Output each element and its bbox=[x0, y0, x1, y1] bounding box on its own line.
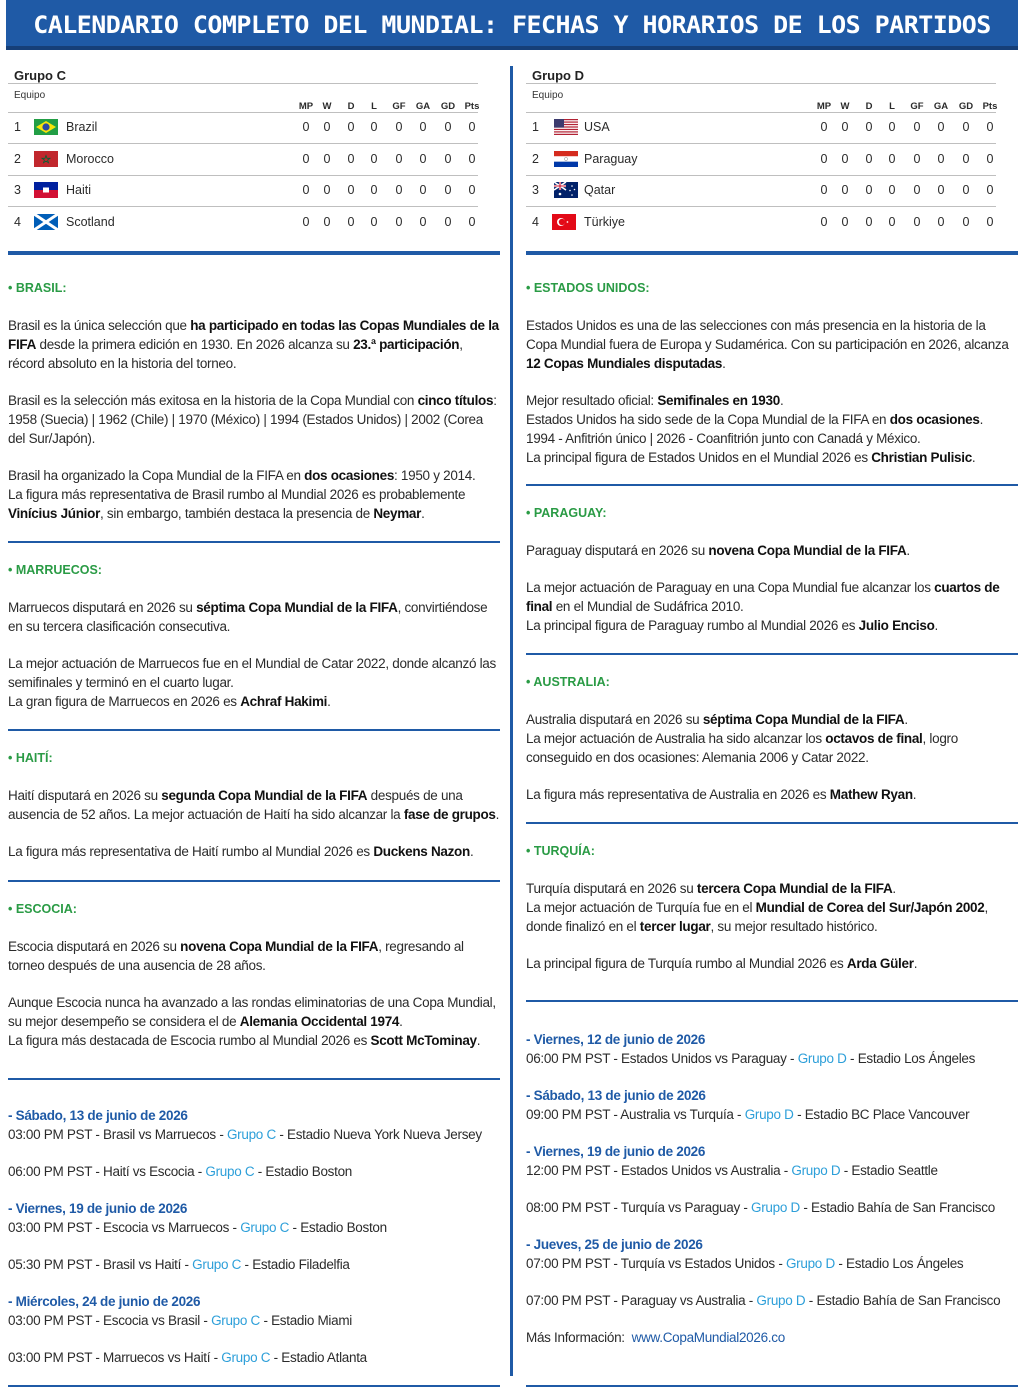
paragraph: La mejor actuación de Marruecos fue en el Mundial de Catar 2022, donde alcanzó las semifinales y terminó en el cuarto lugar. La gran figura de Marruecos en 2026 es Achraf Hakimi. bbox=[8, 656, 496, 709]
stat: 0 bbox=[962, 215, 970, 229]
scotland-flag-icon bbox=[34, 214, 58, 230]
section-divider bbox=[8, 1078, 500, 1080]
team-name: Haiti bbox=[66, 183, 92, 197]
col-header: MP bbox=[816, 101, 832, 112]
group-link[interactable]: Grupo D bbox=[744, 1107, 794, 1122]
stat: 0 bbox=[820, 120, 828, 134]
stat: 0 bbox=[962, 183, 970, 197]
col-header: W bbox=[322, 101, 332, 112]
section-divider bbox=[526, 822, 1018, 824]
group-link[interactable]: Grupo D bbox=[785, 1256, 835, 1271]
stat: 0 bbox=[370, 120, 378, 134]
col-header-equipo: Equipo bbox=[532, 90, 564, 101]
section-paraguay bbox=[526, 504, 1018, 653]
stat: 0 bbox=[986, 152, 994, 166]
section-heading: • HAITÍ: bbox=[8, 751, 53, 765]
stat: 0 bbox=[323, 120, 331, 134]
row-position: 3 bbox=[14, 183, 21, 197]
stat: 0 bbox=[395, 152, 403, 166]
stat: 0 bbox=[937, 152, 945, 166]
paragraph: Estados Unidos es una de las selecciones con más presencia en la historia de la Copa Mundial fuera de Europa y Sudamérica. Con su participación en 2026, alcanza 12 Copas Mundiales disputadas. bbox=[526, 318, 1009, 371]
bottom-rule bbox=[8, 1385, 500, 1387]
table-row[interactable] bbox=[526, 175, 996, 205]
col-header: Pts bbox=[464, 101, 480, 112]
section-divider bbox=[8, 541, 500, 543]
group-d-table bbox=[526, 60, 1018, 260]
stat: 0 bbox=[370, 215, 378, 229]
match-date: - Viernes, 19 de junio de 2026 bbox=[8, 1201, 188, 1216]
title-banner bbox=[6, 0, 1018, 50]
stat: 0 bbox=[370, 152, 378, 166]
match-line: 03:00 PM PST - Marruecos vs Haití - Grupo C - Estadio Atlanta bbox=[8, 1350, 367, 1365]
stat: 0 bbox=[347, 152, 355, 166]
stat: 0 bbox=[302, 215, 310, 229]
match-line: 12:00 PM PST - Estados Unidos vs Australia - Grupo D - Estadio Seattle bbox=[526, 1163, 938, 1178]
match-line: 06:00 PM PST - Estados Unidos vs Paraguay - Grupo D - Estadio Los Ángeles bbox=[526, 1051, 976, 1066]
col-header-equipo: Equipo bbox=[14, 90, 46, 101]
group-link[interactable]: Grupo C bbox=[240, 1220, 290, 1235]
stat: 0 bbox=[419, 152, 427, 166]
stat: 0 bbox=[468, 215, 476, 229]
paragraph: Marruecos disputará en 2026 su séptima Copa Mundial de la FIFA, convirtiéndose en su tercera clasificación consecutiva. bbox=[8, 600, 488, 634]
match-line: 07:00 PM PST - Paraguay vs Australia - Grupo D - Estadio Bahía de San Francisco bbox=[526, 1293, 1001, 1308]
table-row[interactable] bbox=[526, 207, 996, 237]
paragraph: La mejor actuación de Paraguay en una Copa Mundial fue alcanzar los cuartos de final en el Mundial de Sudáfrica 2010. La principal figura de Paraguay rumbo al Mundial 2026 es Julio Enciso. bbox=[526, 580, 1000, 633]
stat: 0 bbox=[395, 215, 403, 229]
stat: 0 bbox=[468, 152, 476, 166]
table-row[interactable] bbox=[526, 144, 996, 174]
stat: 0 bbox=[444, 183, 452, 197]
match-line: 03:00 PM PST - Brasil vs Marruecos - Grupo C - Estadio Nueva York Nueva Jersey bbox=[8, 1127, 482, 1142]
group-title: Grupo D bbox=[532, 68, 584, 83]
stat: 0 bbox=[986, 215, 994, 229]
stat: 0 bbox=[444, 120, 452, 134]
table-row[interactable] bbox=[8, 207, 478, 237]
stat: 0 bbox=[937, 183, 945, 197]
col-header: D bbox=[347, 101, 355, 112]
schedule-day bbox=[526, 1142, 1018, 1180]
paragraph: La figura más representativa de Haití rumbo al Mundial 2026 es Duckens Nazon. bbox=[8, 844, 474, 859]
match-line: 03:00 PM PST - Escocia vs Marruecos - Grupo C - Estadio Boston bbox=[8, 1220, 387, 1235]
table-bottom-bar bbox=[526, 251, 1018, 255]
section-divider bbox=[526, 1000, 1018, 1002]
more-info-link[interactable]: www.CopaMundial2026.co bbox=[631, 1330, 785, 1345]
stat: 0 bbox=[962, 152, 970, 166]
col-header: L bbox=[371, 101, 377, 112]
paragraph: Haití disputará en 2026 su segunda Copa Mundial de la FIFA después de una ausencia de 52 años. La mejor actuación de Haití ha sido alcanzar la fase de grupos. bbox=[8, 788, 500, 822]
australia-flag-icon bbox=[552, 182, 580, 198]
paragraph: Paraguay disputará en 2026 su novena Copa Mundial de la FIFA. bbox=[526, 543, 910, 558]
row-position: 4 bbox=[14, 215, 21, 229]
section-escocia bbox=[8, 900, 500, 1068]
match-date: - Viernes, 12 de junio de 2026 bbox=[526, 1032, 706, 1047]
col-header: Pts bbox=[982, 101, 998, 112]
group-link[interactable]: Grupo D bbox=[756, 1293, 806, 1308]
match-line: 09:00 PM PST - Australia vs Turquía - Grupo D - Estadio BC Place Vancouver bbox=[526, 1107, 970, 1122]
group-link[interactable]: Grupo D bbox=[797, 1051, 847, 1066]
table-row[interactable] bbox=[8, 144, 478, 174]
stat: 0 bbox=[419, 215, 427, 229]
section-divider bbox=[8, 880, 500, 882]
stat: 0 bbox=[937, 215, 945, 229]
col-header: GA bbox=[415, 101, 431, 112]
match-date: - Miércoles, 24 de junio de 2026 bbox=[8, 1294, 201, 1309]
group-link[interactable]: Grupo C bbox=[211, 1313, 260, 1328]
section-usa bbox=[526, 279, 1018, 485]
col-header: MP bbox=[298, 101, 314, 112]
stat: 0 bbox=[986, 120, 994, 134]
paragraph: La figura más representativa de Australia en 2026 es Mathew Ryan. bbox=[526, 787, 917, 802]
col-header: GF bbox=[392, 101, 406, 112]
more-info bbox=[526, 1328, 1018, 1347]
stat: 0 bbox=[913, 215, 921, 229]
paragraph: Brasil ha organizado la Copa Mundial de la FIFA en dos ocasiones: 1950 y 2014. La figura más representativa de Brasil rumbo al Mundial 2026 es probablemente Vinícius Júnior, sin embargo, también destaca la presencia de Neymar. bbox=[8, 468, 476, 521]
match-date: - Sábado, 13 de junio de 2026 bbox=[8, 1108, 188, 1123]
stat: 0 bbox=[865, 120, 873, 134]
group-link[interactable]: Grupo C bbox=[221, 1350, 271, 1365]
col-header: L bbox=[889, 101, 895, 112]
col-header: D bbox=[865, 101, 873, 112]
group-link[interactable]: Grupo C bbox=[192, 1257, 242, 1272]
column-divider bbox=[510, 66, 513, 1376]
paraguay-flag-icon bbox=[552, 151, 580, 167]
schedule-day bbox=[8, 1199, 500, 1237]
section-heading: • AUSTRALIA: bbox=[526, 675, 610, 689]
paragraph: Mejor resultado oficial: Semifinales en 1930. Estados Unidos ha sido sede de la Copa Mundial de la FIFA en dos ocasiones. 1994 - Anfitrión único | 2026 - Coanfitrión junto con Canadá y México. La principal figura de Estados Unidos en el Mundial 2026 es Christian Pulisic. bbox=[526, 393, 984, 465]
stat: 0 bbox=[302, 183, 310, 197]
table-bottom-bar bbox=[8, 251, 500, 255]
team-name: Türkiye bbox=[584, 215, 625, 229]
stat: 0 bbox=[444, 152, 452, 166]
stat: 0 bbox=[302, 152, 310, 166]
col-header: GD bbox=[958, 101, 974, 112]
table-row[interactable] bbox=[526, 112, 996, 142]
stat: 0 bbox=[302, 120, 310, 134]
col-header: GF bbox=[910, 101, 924, 112]
team-name: Qatar bbox=[584, 183, 616, 197]
section-divider bbox=[8, 729, 500, 731]
team-name: USA bbox=[584, 120, 610, 134]
match-date: - Viernes, 19 de junio de 2026 bbox=[526, 1144, 706, 1159]
section-heading: • MARRUECOS: bbox=[8, 563, 102, 577]
schedule-day bbox=[8, 1292, 500, 1330]
section-heading: • PARAGUAY: bbox=[526, 506, 607, 520]
stat: 0 bbox=[820, 215, 828, 229]
row-position: 2 bbox=[14, 152, 21, 166]
stat: 0 bbox=[865, 215, 873, 229]
col-header: GD bbox=[440, 101, 456, 112]
stat: 0 bbox=[888, 152, 896, 166]
match-line: 05:30 PM PST - Brasil vs Haití - Grupo C - Estadio Filadelfia bbox=[8, 1257, 350, 1272]
section-heading: • TURQUÍA: bbox=[526, 844, 595, 858]
haiti-flag-icon bbox=[34, 182, 58, 198]
stat: 0 bbox=[913, 152, 921, 166]
team-name: Morocco bbox=[66, 152, 114, 166]
stat: 0 bbox=[347, 120, 355, 134]
section-heading: • ESCOCIA: bbox=[8, 902, 77, 916]
group-link[interactable]: Grupo D bbox=[791, 1163, 841, 1178]
section-turquia bbox=[526, 842, 1018, 991]
stat: 0 bbox=[913, 183, 921, 197]
stat: 0 bbox=[347, 183, 355, 197]
match-date: - Sábado, 13 de junio de 2026 bbox=[526, 1088, 706, 1103]
match-date: - Jueves, 25 de junio de 2026 bbox=[526, 1237, 703, 1252]
row-position: 4 bbox=[532, 215, 539, 229]
stat: 0 bbox=[841, 215, 849, 229]
stat: 0 bbox=[444, 215, 452, 229]
stat: 0 bbox=[347, 215, 355, 229]
match-line: 08:00 PM PST - Turquía vs Paraguay - Grupo D - Estadio Bahía de San Francisco bbox=[526, 1200, 995, 1215]
stat: 0 bbox=[962, 120, 970, 134]
paragraph: Aunque Escocia nunca ha avanzado a las rondas eliminatorias de una Copa Mundial, su mejor desempeño se considera el de Alemania Occidental 1974. La figura más destacada de Escocia rumbo al Mundial 2026 es Scott McTominay. bbox=[8, 995, 496, 1048]
team-name: Brazil bbox=[66, 120, 98, 134]
stat: 0 bbox=[370, 183, 378, 197]
stat: 0 bbox=[986, 183, 994, 197]
table-row[interactable] bbox=[8, 175, 478, 205]
stat: 0 bbox=[323, 183, 331, 197]
stat: 0 bbox=[395, 183, 403, 197]
stat: 0 bbox=[841, 183, 849, 197]
section-australia bbox=[526, 673, 1018, 822]
match-line: 07:00 PM PST - Turquía vs Estados Unidos - Grupo D - Estadio Los Ángeles bbox=[526, 1256, 964, 1271]
turkiye-flag-icon bbox=[552, 214, 576, 230]
paragraph: Turquía disputará en 2026 su tercera Copa Mundial de la FIFA. La mejor actuación de Turquía fue en el Mundial de Corea del Sur/Japón 2002, donde finalizó en el tercer lugar, su mejor resultado histórico. bbox=[526, 881, 988, 934]
stat: 0 bbox=[937, 120, 945, 134]
row-position: 3 bbox=[532, 183, 539, 197]
table-row[interactable] bbox=[8, 112, 478, 142]
stat: 0 bbox=[865, 152, 873, 166]
group-link[interactable]: Grupo C bbox=[205, 1164, 255, 1179]
schedule-day bbox=[526, 1086, 1018, 1124]
col-header: GA bbox=[933, 101, 949, 112]
stat: 0 bbox=[865, 183, 873, 197]
more-info-label: Más Información: bbox=[526, 1330, 625, 1345]
paragraph: Brasil es la única selección que ha participado en todas las Copas Mundiales de la FIFA desde la primera edición en 1930. En 2026 alcanza su 23.ª participación, récord absoluto en la historia del torneo. bbox=[8, 318, 499, 371]
stat: 0 bbox=[913, 120, 921, 134]
paragraph: Brasil es la selección más exitosa en la historia de la Copa Mundial con cinco títulos: 1958 (Suecia) | 1962 (Chile) | 1970 (México) | 1994 (Estados Unidos) | 2002 (Corea del Sur/Japón). bbox=[8, 393, 497, 446]
match-line: 03:00 PM PST - Escocia vs Brasil - Grupo C - Estadio Miami bbox=[8, 1313, 352, 1328]
stat: 0 bbox=[888, 120, 896, 134]
section-heading: • BRASIL: bbox=[8, 281, 67, 295]
paragraph: La principal figura de Turquía rumbo al Mundial 2026 es Arda Güler. bbox=[526, 956, 918, 971]
stat: 0 bbox=[468, 120, 476, 134]
bottom-rule bbox=[526, 1385, 1018, 1387]
stat: 0 bbox=[323, 215, 331, 229]
stat: 0 bbox=[820, 183, 828, 197]
col-header: W bbox=[840, 101, 850, 112]
paragraph: Escocia disputará en 2026 su novena Copa Mundial de la FIFA, regresando al torneo después de una ausencia de 28 años. bbox=[8, 939, 464, 973]
stat: 0 bbox=[468, 183, 476, 197]
match-line: 06:00 PM PST - Haití vs Escocia - Grupo C - Estadio Boston bbox=[8, 1164, 353, 1179]
page-title: CALENDARIO COMPLETO DEL MUNDIAL: FECHAS Y HORARIOS DE LOS PARTIDOS bbox=[33, 11, 991, 39]
schedule-group-c bbox=[8, 1106, 500, 1385]
team-name: Scotland bbox=[66, 215, 115, 229]
schedule-day bbox=[526, 1235, 1018, 1273]
row-position: 1 bbox=[532, 120, 539, 134]
morocco-flag-icon bbox=[34, 151, 58, 167]
stat: 0 bbox=[419, 183, 427, 197]
stat: 0 bbox=[888, 215, 896, 229]
stat: 0 bbox=[323, 152, 331, 166]
stat: 0 bbox=[820, 152, 828, 166]
paragraph: Australia disputará en 2026 su séptima Copa Mundial de la FIFA. La mejor actuación de Australia ha sido alcanzar los octavos de final, logro conseguido en dos ocasiones: Alemania 2006 y Catar 2022. bbox=[526, 712, 958, 765]
row-position: 2 bbox=[532, 152, 539, 166]
group-c-table bbox=[8, 60, 500, 260]
team-name: Paraguay bbox=[584, 152, 638, 166]
schedule-group-d bbox=[526, 1030, 1018, 1365]
group-link[interactable]: Grupo C bbox=[226, 1127, 276, 1142]
usa-flag-icon bbox=[552, 119, 580, 135]
section-heading: • ESTADOS UNIDOS: bbox=[526, 281, 650, 295]
stat: 0 bbox=[395, 120, 403, 134]
section-divider bbox=[526, 653, 1018, 655]
section-haiti bbox=[8, 749, 500, 879]
stat: 0 bbox=[841, 120, 849, 134]
group-link[interactable]: Grupo D bbox=[751, 1200, 800, 1215]
schedule-day bbox=[8, 1106, 500, 1144]
schedule-day bbox=[526, 1030, 1018, 1068]
row-position: 1 bbox=[14, 120, 21, 134]
section-marruecos bbox=[8, 561, 500, 729]
stat: 0 bbox=[419, 120, 427, 134]
section-divider bbox=[526, 484, 1018, 486]
brazil-flag-icon bbox=[34, 119, 58, 135]
stat: 0 bbox=[841, 152, 849, 166]
group-title: Grupo C bbox=[14, 68, 66, 83]
section-brasil bbox=[8, 279, 500, 541]
stat: 0 bbox=[888, 183, 896, 197]
